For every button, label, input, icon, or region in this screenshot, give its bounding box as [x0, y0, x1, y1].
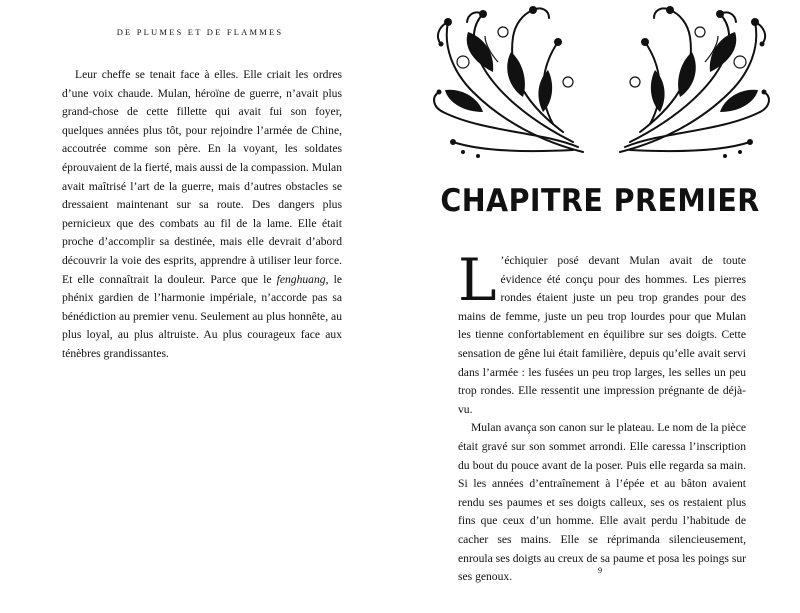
running-head: DE PLUMES ET DE FLAMMES: [116, 27, 284, 37]
page-number: 9: [597, 565, 603, 575]
opening-paragraph: [458, 246, 746, 419]
emphasis-fenghuang: fenghuang: [276, 272, 326, 286]
floral-ornament-icon: [610, 2, 780, 162]
left-paragraph: [62, 66, 342, 364]
opening-paragraph-text: ’échiquier posé devant Mulan avait de toute évidence été conçu pour des hommes. Les pierres rondes étaient juste un peu trop grandes pour des mains de femme, juste un peu trop lourdes pour que Mulan les tienne confortablement en équilibre sur ses doigts. Cette sensation de gêne lui était familière, depuis qu’elle avait servi dans l’armée : les fusées un peu trop larges, les selles un peu trop rondes. Elle ressentit une impression prégnante de déjà-vu.: [458, 254, 746, 416]
drop-cap: L: [458, 246, 497, 314]
paragraph-text-part1: Leur cheffe se tenait face à elles. Elle criait les ordres d’une voix chaude. Mulan, héroïne de guerre, n’avait plus grand-chose de cette fillette qui avait fui son foyer, quelques années plus tôt, pour rejoindre l’armée de Chine, accoutrée comme son père. En la voyant, les soldates éprouvaient de la fierté, mais aussi de la compassion. Mulan avait maîtrisé l’art de la guerre, mais d’autres obstacles se dressaient maintenant sur sa route. Des dangers plus pernicieux que des combats au fil de la lame. Elle était proche d’accomplir sa destinée, mais elle devrait d’abord découvrir la voie des esprits, apprendre à utiliser leur force. Et elle connaîtrait la douleur. Parce que le: [62, 68, 342, 286]
floral-ornament-icon: [423, 2, 593, 162]
right-page-text: [458, 246, 746, 587]
second-paragraph: Mulan avança son canon sur le plateau. Le nom de la pièce était gravé sur son sommet arrondi. Elle caressa l’inscription du bout du pouce avant de la poser. Puis elle regarda sa main. Si les années d’entraînement à l’épée et au bâton avaient rendu ses paumes et ses doigts calleux, ses os restaient plus fins que ceux d’un homme. Elle avait perdu l’habitude de cacher ses mains. Elle se réprimanda silencieusement, enroula ses doigts au creux de sa paume et posa les poings sur ses genoux.: [458, 421, 746, 584]
right-page: [400, 0, 800, 613]
paragraph-text-part2: , le phénix gardien de l’harmonie impériale, n’accorde pas sa bénédiction au premier venu. Seulement au plus honnête, au plus loyal, au plus altruiste. Au plus courageux face aux ténèbres grandissantes.: [62, 272, 342, 360]
chapter-title: CHAPITRE PREMIER: [440, 183, 760, 219]
left-page-text: [62, 66, 342, 364]
